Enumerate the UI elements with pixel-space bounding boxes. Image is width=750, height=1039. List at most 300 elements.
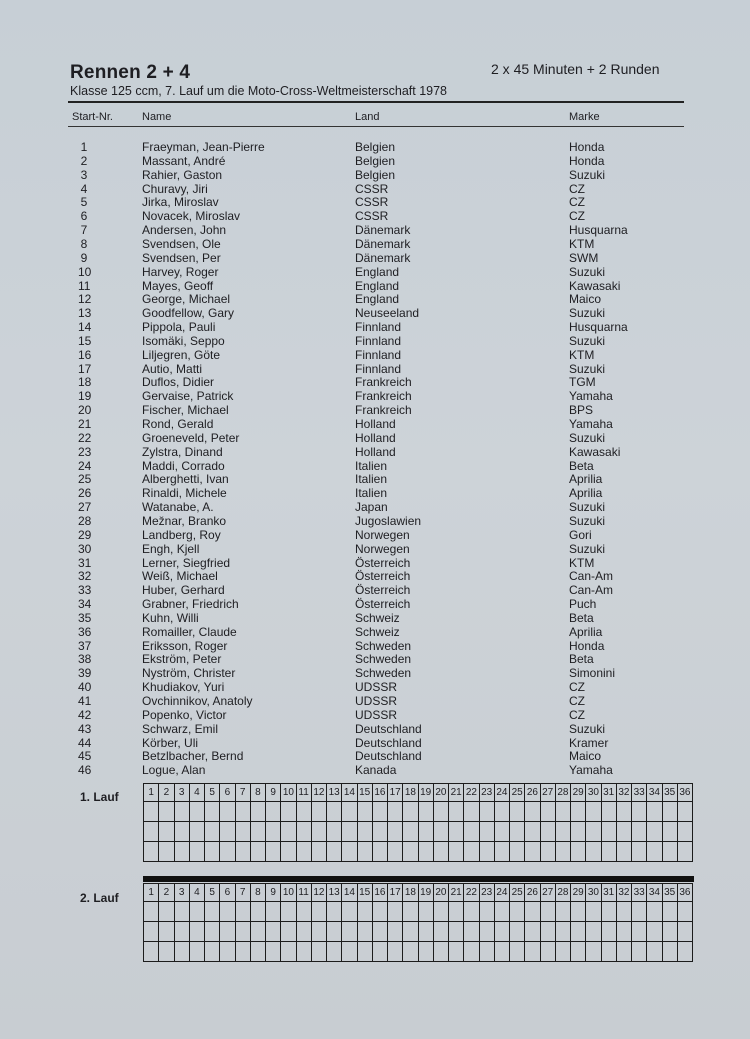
start-number: 44 — [78, 735, 92, 750]
col-land-header: Land — [355, 111, 380, 123]
rider-name: Isomäki, Seppo — [142, 333, 225, 348]
rider-name: Ovchinnikov, Anatoly — [142, 694, 253, 708]
grid-entry-cell[interactable] — [296, 922, 311, 942]
grid-entry-cell[interactable] — [418, 822, 433, 842]
grid-entry-cell[interactable] — [174, 902, 189, 922]
grid-entry-cell[interactable] — [540, 802, 555, 822]
grid-entry-cell[interactable] — [357, 902, 372, 922]
rider-brand: CZ — [569, 209, 585, 224]
rider-brand: Suzuki — [569, 361, 606, 376]
grid-entry-cell[interactable] — [677, 942, 692, 962]
grid-entry-cell[interactable] — [144, 802, 159, 822]
grid-entry-cell[interactable] — [327, 942, 342, 962]
rider-name: Mežnar, Branko — [142, 513, 227, 528]
grid-number-cell: 22 — [464, 884, 479, 902]
grid-entry-cell[interactable] — [266, 902, 281, 922]
grid-number-cell: 27 — [540, 884, 555, 902]
grid-entry-cell[interactable] — [250, 802, 265, 822]
grid-entry-cell[interactable] — [205, 822, 220, 842]
grid-entry-cell[interactable] — [220, 942, 235, 962]
grid-entry-cell[interactable] — [555, 822, 570, 842]
grid-entry-cell[interactable] — [479, 842, 494, 862]
rider-brand: Aprilia — [569, 472, 603, 487]
grid-entry-cell[interactable] — [632, 902, 647, 922]
grid-entry-cell[interactable] — [418, 902, 433, 922]
grid-entry-cell[interactable] — [433, 842, 448, 862]
grid-entry-cell[interactable] — [342, 922, 357, 942]
grid-entry-cell[interactable] — [311, 922, 326, 942]
grid-number-cell: 26 — [525, 884, 540, 902]
rider-brand: Can-Am — [569, 583, 614, 598]
grid-entry-cell[interactable] — [510, 922, 525, 942]
grid-entry-cell[interactable] — [144, 822, 159, 842]
grid-entry-cell[interactable] — [647, 902, 662, 922]
grid-entry-cell[interactable] — [464, 822, 479, 842]
grid-entry-cell[interactable] — [281, 942, 296, 962]
grid-entry-cell[interactable] — [449, 842, 464, 862]
grid-entry-cell[interactable] — [616, 942, 631, 962]
grid-entry-cell[interactable] — [632, 842, 647, 862]
grid-entry-cell[interactable] — [449, 902, 464, 922]
grid-entry-cell[interactable] — [601, 902, 616, 922]
grid-entry-cell[interactable] — [388, 842, 403, 862]
grid-entry-cell[interactable] — [357, 822, 372, 842]
grid-entry-cell[interactable] — [449, 802, 464, 822]
grid-entry-cell[interactable] — [510, 842, 525, 862]
grid-entry-cell[interactable] — [281, 902, 296, 922]
grid-entry-cell[interactable] — [281, 842, 296, 862]
grid-entry-cell[interactable] — [525, 942, 540, 962]
grid-number-cell: 31 — [601, 784, 616, 802]
grid-entry-cell[interactable] — [525, 822, 540, 842]
grid-entry-cell[interactable] — [342, 822, 357, 842]
grid-entry-cell[interactable] — [662, 802, 677, 822]
grid-entry-cell[interactable] — [601, 842, 616, 862]
grid-entry-cell[interactable] — [616, 902, 631, 922]
start-number: 6 — [80, 209, 88, 224]
grid-entry-cell[interactable] — [647, 922, 662, 942]
rider-brand: BPS — [569, 403, 594, 418]
grid-number-cell: 35 — [662, 784, 677, 802]
grid-entry-cell[interactable] — [266, 802, 281, 822]
grid-entry-cell[interactable] — [647, 822, 662, 842]
grid-number-cell: 29 — [571, 784, 586, 802]
grid-entry-cell[interactable] — [220, 822, 235, 842]
grid-entry-cell[interactable] — [571, 802, 586, 822]
grid-entry-cell[interactable] — [647, 942, 662, 962]
grid-entry-cell[interactable] — [388, 942, 403, 962]
grid-entry-cell[interactable] — [418, 842, 433, 862]
grid-entry-cell[interactable] — [159, 822, 174, 842]
grid-entry-cell[interactable] — [235, 922, 250, 942]
grid-entry-cell[interactable] — [586, 802, 601, 822]
grid-entry-cell[interactable] — [296, 842, 311, 862]
grid-entry-cell[interactable] — [388, 802, 403, 822]
grid-entry-cell[interactable] — [250, 922, 265, 942]
grid-entry-cell[interactable] — [525, 902, 540, 922]
grid-entry-cell[interactable] — [403, 942, 418, 962]
grid-entry-cell[interactable] — [311, 842, 326, 862]
rider-brand: Gori — [569, 527, 592, 542]
grid-entry-cell[interactable] — [159, 942, 174, 962]
grid-number-cell: 17 — [388, 884, 403, 902]
grid-entry-cell[interactable] — [677, 802, 692, 822]
grid-entry-cell[interactable] — [479, 802, 494, 822]
grid-entry-cell[interactable] — [250, 842, 265, 862]
rider-country: Jugoslawien — [355, 513, 422, 528]
grid-entry-cell[interactable] — [571, 942, 586, 962]
grid-entry-cell[interactable] — [616, 842, 631, 862]
grid-entry-cell[interactable] — [449, 922, 464, 942]
grid-entry-cell[interactable] — [586, 902, 601, 922]
grid-entry-cell[interactable] — [327, 922, 342, 942]
grid-entry-cell[interactable] — [494, 922, 509, 942]
grid-entry-cell[interactable] — [235, 822, 250, 842]
grid-entry-cell[interactable] — [601, 942, 616, 962]
grid-entry-cell[interactable] — [632, 942, 647, 962]
rider-name: Mayes, Geoff — [142, 278, 214, 293]
grid-entry-cell[interactable] — [464, 922, 479, 942]
rider-name: Jirka, Miroslav — [142, 195, 219, 210]
grid-entry-cell[interactable] — [235, 802, 250, 822]
grid-entry-cell[interactable] — [189, 922, 204, 942]
grid-entry-cell[interactable] — [159, 842, 174, 862]
grid-number-cell: 6 — [220, 784, 235, 802]
grid-entry-cell[interactable] — [494, 802, 509, 822]
start-number: 41 — [78, 694, 92, 708]
start-number: 42 — [78, 707, 92, 722]
grid-entry-cell[interactable] — [418, 942, 433, 962]
grid-entry-cell[interactable] — [586, 922, 601, 942]
rider-brand: CZ — [569, 694, 585, 708]
grid-entry-cell[interactable] — [266, 842, 281, 862]
grid-entry-cell[interactable] — [662, 842, 677, 862]
grid-entry-cell[interactable] — [586, 842, 601, 862]
grid-entry-cell[interactable] — [235, 842, 250, 862]
rider-country: Holland — [355, 430, 396, 445]
grid-entry-cell[interactable] — [479, 942, 494, 962]
grid-entry-cell[interactable] — [510, 802, 525, 822]
grid-entry-cell[interactable] — [601, 922, 616, 942]
grid-entry-cell[interactable] — [677, 902, 692, 922]
grid-entry-cell[interactable] — [540, 842, 555, 862]
grid-entry-cell[interactable] — [525, 802, 540, 822]
grid-entry-cell[interactable] — [189, 802, 204, 822]
grid-entry-cell[interactable] — [510, 822, 525, 842]
grid-entry-cell[interactable] — [403, 902, 418, 922]
grid-number-cell: 3 — [174, 784, 189, 802]
rider-brand: Can-Am — [569, 569, 614, 584]
grid-entry-cell[interactable] — [479, 922, 494, 942]
rider-brand: KTM — [569, 236, 595, 251]
grid-entry-cell[interactable] — [449, 942, 464, 962]
grid-number-cell: 36 — [677, 784, 692, 802]
rider-brand: Suzuki — [569, 333, 606, 348]
grid-entry-cell[interactable] — [464, 802, 479, 822]
grid-entry-cell[interactable] — [220, 902, 235, 922]
grid-entry-cell[interactable] — [403, 822, 418, 842]
rider-name: Duflos, Didier — [142, 375, 215, 390]
grid-entry-cell[interactable] — [586, 942, 601, 962]
grid-entry-cell[interactable] — [571, 842, 586, 862]
grid-number-cell: 30 — [586, 884, 601, 902]
grid-entry-cell[interactable] — [494, 902, 509, 922]
rider-country: England — [355, 292, 400, 307]
rider-country: Schweden — [355, 638, 412, 653]
grid-entry-cell[interactable] — [357, 942, 372, 962]
grid-entry-cell[interactable] — [677, 922, 692, 942]
grid-entry-cell[interactable] — [433, 822, 448, 842]
grid-entry-cell[interactable] — [403, 922, 418, 942]
grid-entry-cell[interactable] — [342, 942, 357, 962]
grid-number-cell: 10 — [281, 884, 296, 902]
grid-entry-cell[interactable] — [144, 942, 159, 962]
rider-name: Engh, Kjell — [142, 541, 200, 556]
grid-entry-cell[interactable] — [281, 822, 296, 842]
grid-entry-cell[interactable] — [235, 902, 250, 922]
rider-name: Körber, Uli — [142, 735, 199, 750]
grid-entry-cell[interactable] — [327, 842, 342, 862]
grid-entry-cell[interactable] — [525, 922, 540, 942]
grid-entry-cell[interactable] — [357, 842, 372, 862]
grid-entry-cell[interactable] — [647, 802, 662, 822]
grid-entry-cell[interactable] — [540, 942, 555, 962]
grid-entry-cell[interactable] — [403, 802, 418, 822]
grid-entry-cell[interactable] — [372, 942, 387, 962]
grid-entry-cell[interactable] — [327, 902, 342, 922]
grid-entry-cell[interactable] — [174, 922, 189, 942]
grid-entry-cell[interactable] — [220, 922, 235, 942]
grid-entry-cell[interactable] — [311, 942, 326, 962]
grid-entry-cell[interactable] — [616, 802, 631, 822]
grid-entry-cell[interactable] — [540, 902, 555, 922]
grid-entry-cell[interactable] — [540, 922, 555, 942]
rider-brand: Yamaha — [569, 763, 613, 778]
grid-entry-cell[interactable] — [144, 902, 159, 922]
rider-brand: Suzuki — [569, 430, 606, 445]
grid-entry-cell[interactable] — [296, 942, 311, 962]
rider-name: Grabner, Friedrich — [142, 597, 239, 612]
grid-number-cell: 2 — [159, 784, 174, 802]
grid-entry-cell[interactable] — [174, 822, 189, 842]
grid-entry-cell[interactable] — [571, 822, 586, 842]
rider-country: Kanada — [355, 763, 397, 778]
grid-entry-cell[interactable] — [311, 802, 326, 822]
grid-entry-cell[interactable] — [144, 842, 159, 862]
grid-entry-cell[interactable] — [662, 822, 677, 842]
rider-name: Maddi, Corrado — [142, 458, 225, 473]
grid-entry-cell[interactable] — [205, 922, 220, 942]
grid-entry-cell[interactable] — [601, 822, 616, 842]
grid-entry-cell[interactable] — [296, 902, 311, 922]
rider-name: Goodfellow, Gary — [142, 306, 235, 321]
grid-entry-cell[interactable] — [433, 802, 448, 822]
start-number: 14 — [78, 320, 92, 335]
grid-entry-cell[interactable] — [174, 942, 189, 962]
grid-entry-cell[interactable] — [555, 802, 570, 822]
grid-entry-cell[interactable] — [494, 942, 509, 962]
grid-entry-cell[interactable] — [479, 822, 494, 842]
grid-entry-cell[interactable] — [144, 922, 159, 942]
grid-number-cell: 11 — [296, 784, 311, 802]
grid-entry-cell[interactable] — [464, 902, 479, 922]
grid-entry-cell[interactable] — [494, 822, 509, 842]
grid-entry-cell[interactable] — [250, 902, 265, 922]
grid-entry-cell[interactable] — [433, 922, 448, 942]
grid-entry-cell[interactable] — [388, 902, 403, 922]
rider-name: Rahier, Gaston — [142, 167, 223, 182]
start-number: 19 — [78, 389, 92, 404]
grid-entry-cell[interactable] — [266, 942, 281, 962]
grid-entry-cell[interactable] — [555, 942, 570, 962]
grid-entry-cell[interactable] — [281, 802, 296, 822]
grid-entry-cell[interactable] — [525, 842, 540, 862]
rider-name: Andersen, John — [142, 223, 227, 238]
rider-country: Norwegen — [355, 541, 410, 556]
grid-number-cell: 32 — [616, 884, 631, 902]
grid-entry-cell[interactable] — [205, 842, 220, 862]
grid-entry-cell[interactable] — [266, 822, 281, 842]
grid-entry-cell[interactable] — [266, 922, 281, 942]
grid-entry-cell[interactable] — [540, 822, 555, 842]
start-number: 45 — [78, 749, 92, 764]
grid-entry-cell[interactable] — [250, 822, 265, 842]
grid-entry-cell[interactable] — [342, 842, 357, 862]
rider-country: Japan — [355, 500, 388, 515]
grid-entry-cell[interactable] — [464, 942, 479, 962]
grid-entry-cell[interactable] — [235, 942, 250, 962]
rider-brand: Kawasaki — [569, 278, 621, 293]
grid-entry-cell[interactable] — [510, 902, 525, 922]
grid-entry-cell[interactable] — [250, 942, 265, 962]
grid-entry-cell[interactable] — [159, 802, 174, 822]
grid-entry-cell[interactable] — [159, 902, 174, 922]
grid-entry-cell[interactable] — [571, 922, 586, 942]
grid-entry-cell[interactable] — [327, 822, 342, 842]
start-number: 15 — [78, 333, 92, 348]
grid-entry-cell[interactable] — [372, 842, 387, 862]
grid-number-cell: 8 — [250, 784, 265, 802]
grid-entry-cell[interactable] — [205, 802, 220, 822]
rider-brand: SWM — [569, 250, 599, 265]
rider-country: Italien — [355, 486, 388, 501]
grid-number-cell: 18 — [403, 784, 418, 802]
grid-entry-cell[interactable] — [571, 902, 586, 922]
grid-entry-cell[interactable] — [281, 922, 296, 942]
grid-entry-cell[interactable] — [357, 802, 372, 822]
grid-entry-cell[interactable] — [647, 842, 662, 862]
grid-entry-cell[interactable] — [555, 902, 570, 922]
rider-name: Landberg, Roy — [142, 527, 221, 542]
start-number: 7 — [80, 223, 88, 238]
grid-entry-cell[interactable] — [174, 802, 189, 822]
grid-entry-cell[interactable] — [403, 842, 418, 862]
rider-name: Popenko, Victor — [142, 707, 227, 722]
rider-country: Holland — [355, 444, 396, 459]
grid-entry-cell[interactable] — [510, 942, 525, 962]
grid-entry-cell[interactable] — [189, 822, 204, 842]
grid-entry-cell[interactable] — [632, 922, 647, 942]
grid-entry-cell[interactable] — [449, 822, 464, 842]
grid-entry-cell[interactable] — [296, 822, 311, 842]
grid-entry-cell[interactable] — [418, 922, 433, 942]
grid-entry-cell[interactable] — [586, 822, 601, 842]
grid-entry-cell[interactable] — [616, 822, 631, 842]
grid-entry-cell[interactable] — [555, 922, 570, 942]
grid-entry-cell[interactable] — [189, 842, 204, 862]
rider-country: Österreich — [355, 555, 411, 570]
grid-entry-cell[interactable] — [494, 842, 509, 862]
grid-entry-cell[interactable] — [433, 902, 448, 922]
grid-entry-cell[interactable] — [189, 902, 204, 922]
grid-entry-cell[interactable] — [159, 922, 174, 942]
rider-country: Deutschland — [355, 749, 422, 764]
rider-country: Italien — [355, 458, 388, 473]
grid-entry-cell[interactable] — [662, 902, 677, 922]
grid-entry-cell[interactable] — [311, 902, 326, 922]
rider-brand: Yamaha — [569, 417, 613, 431]
start-number: 32 — [78, 569, 92, 584]
grid-entry-cell[interactable] — [372, 902, 387, 922]
grid-entry-cell[interactable] — [220, 802, 235, 822]
grid-entry-cell[interactable] — [311, 822, 326, 842]
rider-brand: TGM — [569, 375, 596, 390]
rider-name: Autio, Matti — [142, 361, 203, 376]
grid-entry-cell[interactable] — [677, 822, 692, 842]
grid-entry-cell[interactable] — [616, 922, 631, 942]
grid-entry-cell[interactable] — [205, 942, 220, 962]
start-number: 28 — [78, 513, 92, 528]
grid-entry-cell[interactable] — [372, 802, 387, 822]
start-number: 35 — [78, 610, 92, 625]
grid-entry-cell[interactable] — [662, 942, 677, 962]
grid-entry-cell[interactable] — [372, 922, 387, 942]
grid-entry-cell[interactable] — [632, 802, 647, 822]
grid-entry-cell[interactable] — [372, 822, 387, 842]
rider-country: Österreich — [355, 583, 411, 598]
grid-number-cell: 34 — [647, 884, 662, 902]
grid-entry-cell[interactable] — [479, 902, 494, 922]
grid-number-cell: 21 — [449, 784, 464, 802]
grid-entry-cell[interactable] — [342, 802, 357, 822]
grid-number-cell: 12 — [311, 884, 326, 902]
grid-entry-cell[interactable] — [174, 842, 189, 862]
grid-entry-cell[interactable] — [327, 802, 342, 822]
grid-entry-cell[interactable] — [357, 922, 372, 942]
grid-entry-cell[interactable] — [433, 942, 448, 962]
grid-entry-cell[interactable] — [388, 822, 403, 842]
grid-entry-cell[interactable] — [464, 842, 479, 862]
grid-entry-cell[interactable] — [677, 842, 692, 862]
grid-entry-cell[interactable] — [342, 902, 357, 922]
rider-name: Massant, André — [142, 153, 226, 168]
grid-entry-cell[interactable] — [632, 822, 647, 842]
grid-entry-cell[interactable] — [189, 942, 204, 962]
start-number: 13 — [78, 306, 92, 321]
rider-country: Schweden — [355, 666, 412, 681]
grid-entry-cell[interactable] — [220, 842, 235, 862]
grid-entry-cell[interactable] — [418, 802, 433, 822]
grid-number-cell: 13 — [327, 884, 342, 902]
grid-entry-cell[interactable] — [555, 842, 570, 862]
grid-entry-cell[interactable] — [601, 802, 616, 822]
grid-entry-cell[interactable] — [662, 922, 677, 942]
grid-entry-cell[interactable] — [205, 902, 220, 922]
grid-entry-cell[interactable] — [296, 802, 311, 822]
rider-brand: Puch — [569, 597, 597, 612]
start-number: 24 — [78, 458, 92, 473]
grid-entry-cell[interactable] — [388, 922, 403, 942]
